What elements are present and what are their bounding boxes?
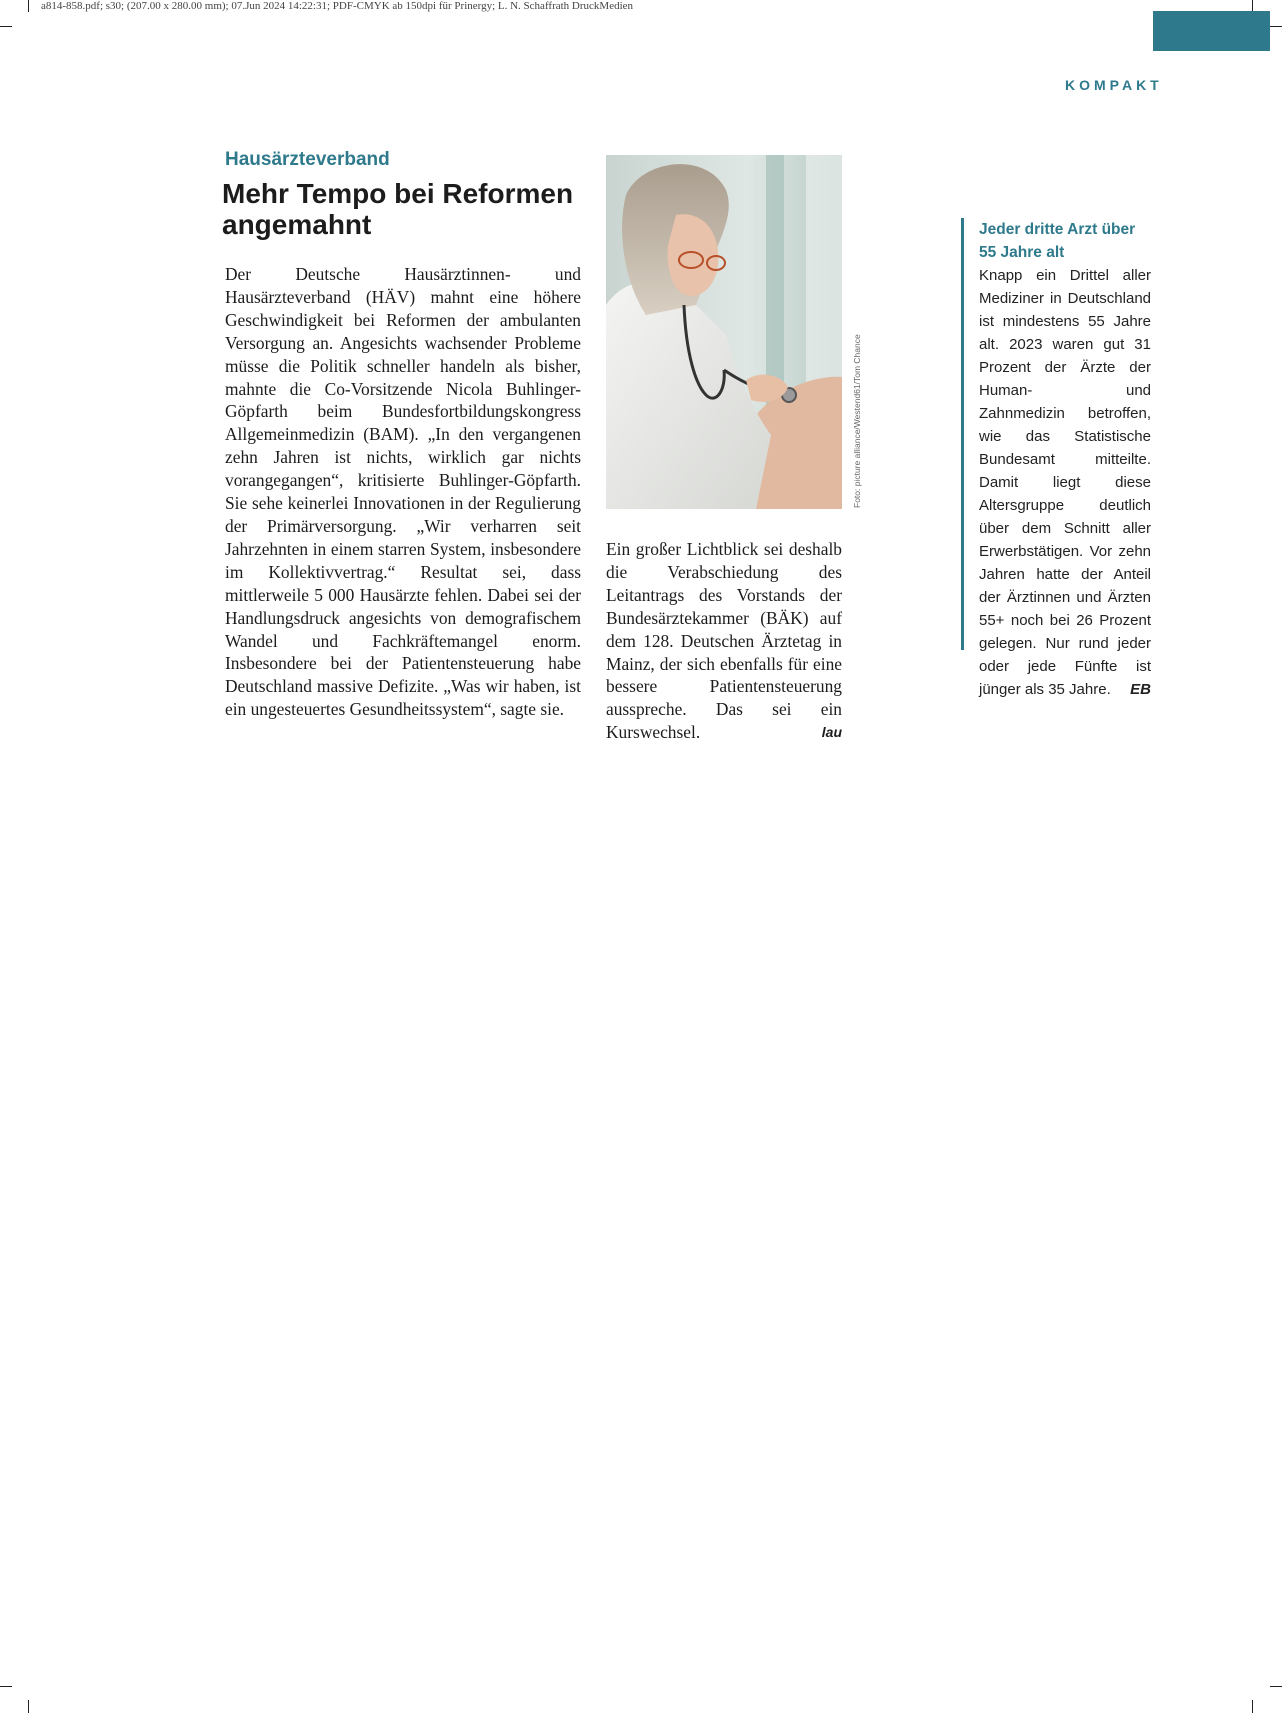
crop-mark-bottom-right [1252,1700,1253,1713]
article-column-2 [606,538,842,744]
sidebar-news-item [961,218,1151,698]
article-author: lau [821,724,842,741]
crop-mark-top-right-h [1270,26,1282,27]
sidebar-body-text: Knapp ein Drittel aller Mediziner in Deutschland ist mindestens 55 Jahre alt. 2023 waren gut 31 Prozent der Ärzte der Human- und Zahnmedizin betroffen, wie das Statistische Bundesamt mitteilte. Damit liegt diese Altersgruppe deutlich über dem Schnitt aller Erwerbstätigen. Vor zehn Jahren hatte der Anteil der Ärztinnen und Ärzten 55+ noch bei 26 Prozent gelegen. Nur rund jeder oder jede Fünfte ist jünger als 35 Jahre. [979,267,1151,698]
photo-credit: Foto: picture alliance/Westend61/Tom Chance [852,334,862,508]
crop-mark-top-left-h [0,26,12,27]
section-label: KOMPAKT [1065,77,1163,93]
article-kicker: Hausärzteverband [225,149,390,170]
section-color-tab [1153,11,1270,51]
crop-mark-bottom-right-h [1270,1686,1282,1687]
article-column-2-text: Ein großer Lichtblick sei deshalb die Verabschiedung des Leitantrags des Vorstands der Bundesärztekammer (BÄK) auf dem 128. Deutschen Ärztetag in Mainz, der sich ebenfalls für eine bessere Patientensteuerung ausspreche. Das sei ein Kurswechsel. [606,539,842,743]
print-info-line: a814-858.pdf; s30; (207.00 x 280.00 mm); 07.Jun 2024 14:22:31; PDF-CMYK ab 150dpi für Prinergy; L. N. Schaffrath DruckMedien [41,0,634,12]
crop-mark-bottom-left [28,1700,29,1713]
sidebar-author: EB [1130,681,1151,698]
crop-mark-bottom-left-h [0,1686,12,1687]
sidebar-body [979,264,1151,701]
sidebar-title: Jeder dritte Arzt über 55 Jahre alt [979,221,1136,261]
article-column-1: Der Deutsche Hausärztinnen- und Hausärzteverband (HÄV) mahnt eine höhere Geschwindigkeit bei Reformen der ambulanten Versorgung an. Angesichts wachsender Probleme müsse die Politik schneller handeln als bisher, mahnte die Co-Vorsitzende Nicola Buhlinger-Göpfarth beim Bundesfortbildungskongress Allgemeinmedizin (BAM). „In den vergangenen zehn Jahren ist nichts, wirklich gar nichts vorangegangen“, kritisierte Buhlinger-Göpfarth. Sie sehe keinerlei Innovationen in der Regulierung der Primärversorgung. „Wir verharren seit Jahrzehnten in einem starren System, insbesondere im Kollektivvertrag.“ Resultat sei, dass mittlerweile 5 000 Hausärzte fehlen. Dabei sei der Handlungsdruck angesichts von demografischem Wandel und Fachkräftemangel enorm. Insbesondere bei der Patientensteuerung habe Deutschland massive Defizite. „Was wir haben, ist ein ungesteuertes Gesundheitssystem“, sagte sie. [225,264,581,720]
article-photo [606,155,842,509]
article-headline: Mehr Tempo bei Reformen angemahnt [222,178,574,240]
crop-mark-top-left [28,0,29,12]
